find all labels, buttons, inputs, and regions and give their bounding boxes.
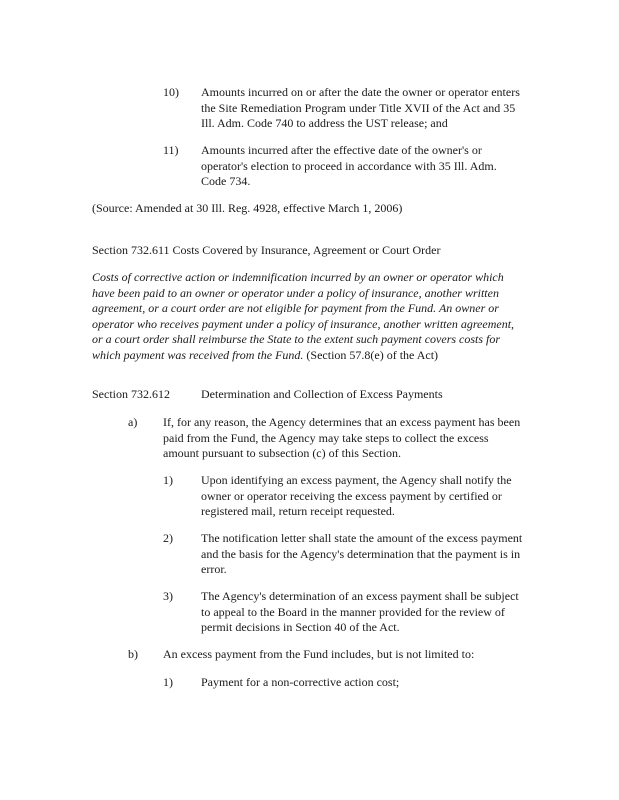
- subsection-a-item-2-text: The notification letter shall state the amount of the excess payment and the basis for the Agency's determination that the payment is in error.: [201, 531, 523, 577]
- subsection-a-label: a): [128, 415, 138, 429]
- section-612-title: Determination and Collection of Excess Payments: [201, 387, 443, 401]
- subsection-b-item-1-text: Payment for a non-corrective action cost;: [201, 675, 400, 689]
- section-611-heading: Section 732.611 Costs Covered by Insurance, Agreement or Court Order: [92, 243, 441, 257]
- source-note: (Source: Amended at 30 Ill. Reg. 4928, effective March 1, 2006): [92, 201, 403, 215]
- subsection-b-text: An excess payment from the Fund includes, but is not limited to:: [163, 647, 475, 661]
- subsection-a-item-1-number: 1): [163, 473, 173, 487]
- subsection-a-item-3-number: 3): [163, 589, 173, 603]
- section-611-citation: (Section 57.8(e) of the Act): [303, 347, 439, 362]
- section-611-body: [92, 270, 522, 364]
- subsection-a-item-2-number: 2): [163, 531, 173, 545]
- section-612-number: Section 732.612: [92, 387, 170, 401]
- subsection-b-label: b): [128, 647, 138, 661]
- item-11-number: 11): [163, 143, 179, 157]
- item-10-text: Amounts incurred on or after the date the owner or operator enters the Site Remediation Program under Title XVII of the Act and 35 Ill. Adm. Code 740 to address the UST release; and: [201, 85, 520, 131]
- item-11-text: Amounts incurred after the effective date of the owner's or operator's election to proceed in accordance with 35 Ill. Adm. Code 734.: [201, 143, 497, 189]
- item-10-number: 10): [163, 85, 179, 99]
- subsection-b-item-1-number: 1): [163, 675, 173, 689]
- subsection-a-item-1-text: Upon identifying an excess payment, the Agency shall notify the owner or operator receiving the excess payment by certified or registered mail, return receipt requested.: [201, 473, 512, 519]
- subsection-a-text: If, for any reason, the Agency determines that an excess payment has been paid from the Fund, the Agency may take steps to collect the excess amount pursuant to subsection (c) of this Section.: [163, 415, 521, 461]
- section-611-body-italic: Costs of corrective action or indemnification incurred by an owner or operator which have been paid to an owner or operator under a policy of insurance, another written agreement, or a court order are not eligible for payment from the Fund. An owner or operator who receives payment under a policy of insurance, another written agreement, or a court order shall reimburse the State to the extent such payment covers costs for which payment was received from the Fund.: [92, 270, 515, 362]
- subsection-a-item-3-text: The Agency's determination of an excess payment shall be subject to appeal to the Board in the manner provided for the review of permit decisions in Section 40 of the Act.: [201, 589, 519, 635]
